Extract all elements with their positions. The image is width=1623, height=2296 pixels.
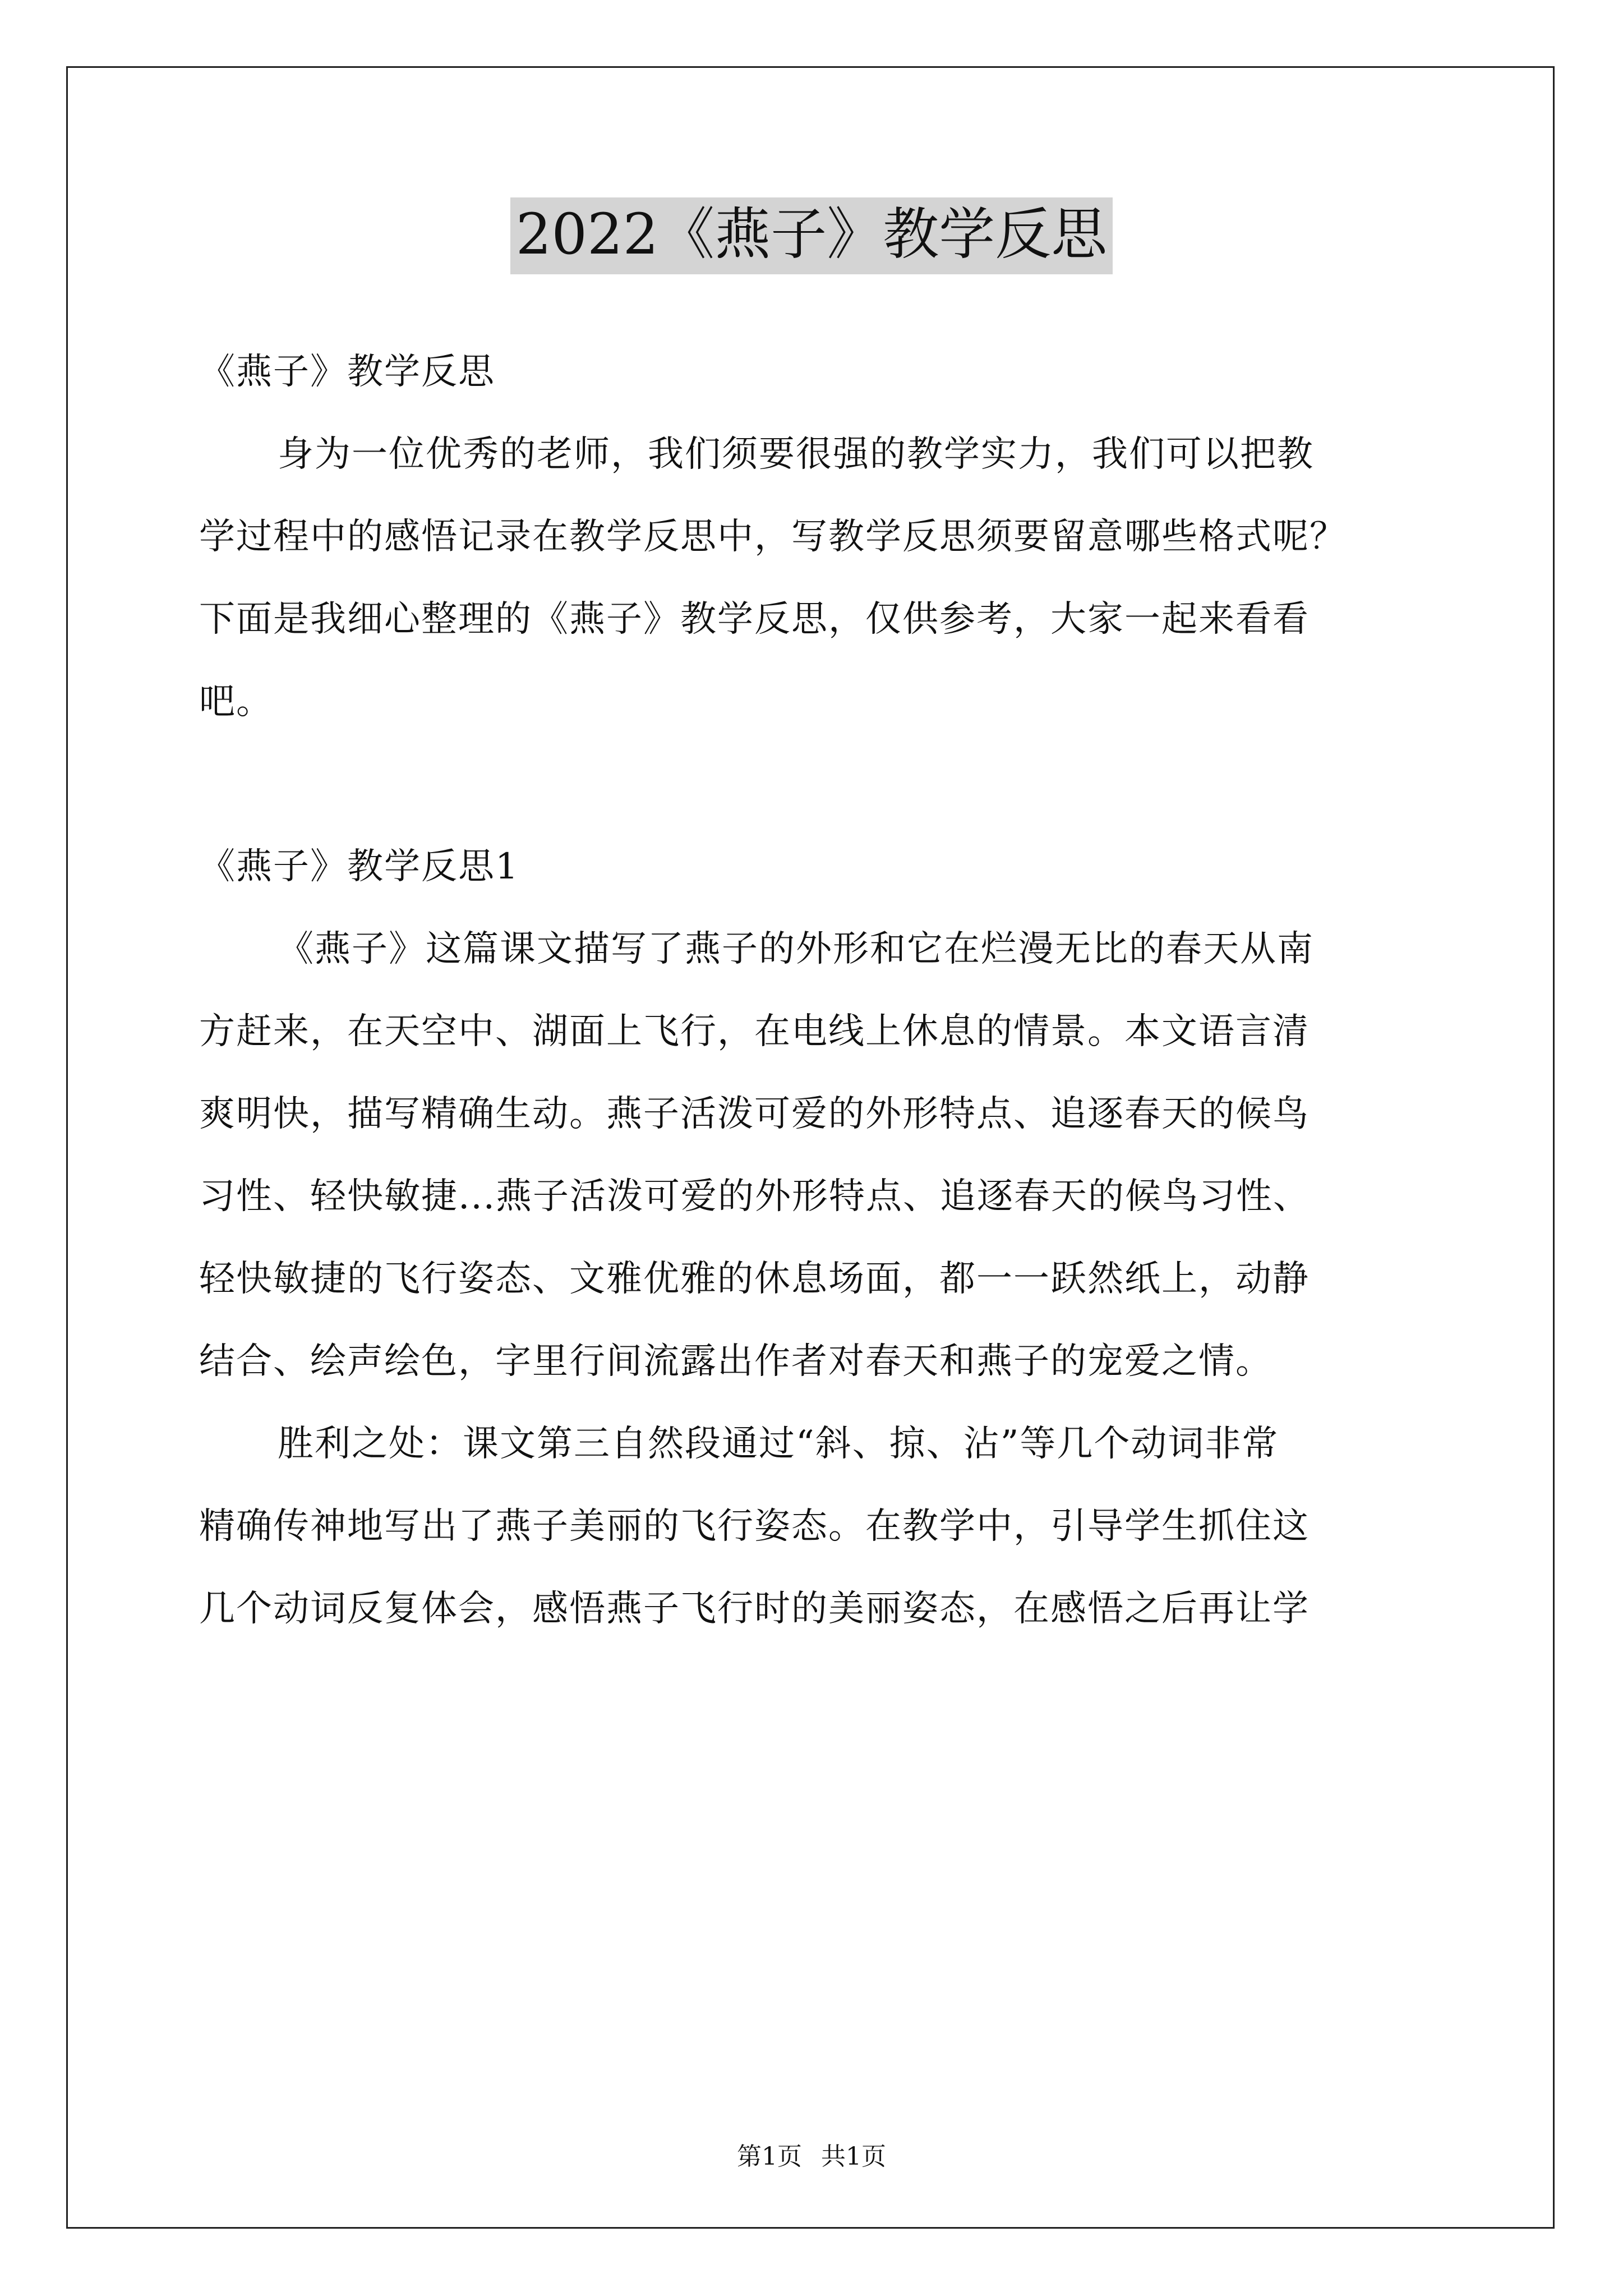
section-para2-line-3: 几个动词反复体会，感悟燕子飞行时的美丽姿态，在感悟之后再让学 xyxy=(199,1588,1310,1630)
section-para1-line-4: 习性、轻快敏捷...燕子活泼可爱的外形特点、追逐春天的候鸟习性、 xyxy=(199,1176,1311,1217)
section-para2-line-1: 胜利之处：课文第三自然段通过“斜、掠、沾”等几个动词非常 xyxy=(278,1423,1279,1465)
page-footer xyxy=(0,2140,1623,2174)
intro-line-2: 学过程中的感悟记录在教学反思中，写教学反思须要留意哪些格式呢？ xyxy=(199,516,1347,558)
intro-line-4: 吧。 xyxy=(199,681,273,723)
section-para1-line-5: 轻快敏捷的飞行姿态、文雅优雅的休息场面，都一一跃然纸上，动静 xyxy=(199,1258,1310,1300)
document-subtitle: 《燕子》教学反思 xyxy=(199,351,495,393)
paragraph-gap xyxy=(199,743,1433,826)
document-title: 2022《燕子》教学反思 xyxy=(510,197,1113,274)
intro-line-3: 下面是我细心整理的《燕子》教学反思，仅供参考，大家一起来看看 xyxy=(199,599,1310,640)
page-number: 第1页 xyxy=(737,2142,802,2171)
section-heading: 《燕子》教学反思1 xyxy=(199,846,519,887)
page-total: 共1页 xyxy=(821,2142,886,2171)
section-para1-line-1: 《燕子》这篇课文描写了燕子的外形和它在烂漫无比的春天从南 xyxy=(278,928,1314,970)
intro-line-1: 身为一位优秀的老师，我们须要很强的教学实力，我们可以把教 xyxy=(278,434,1314,475)
section-para1-line-6: 结合、绘声绘色，字里行间流露出作者对春天和燕子的宠爱之情。 xyxy=(199,1341,1272,1382)
section-para1-line-2: 方赶来，在天空中、湖面上飞行，在电线上休息的情景。本文语言清 xyxy=(199,1011,1310,1052)
section-para2-line-2: 精确传神地写出了燕子美丽的飞行姿态。在教学中，引导学生抓住这 xyxy=(199,1506,1310,1547)
title-container xyxy=(0,197,1623,274)
section-para1-line-3: 爽明快，描写精确生动。燕子活泼可爱的外形特点、追逐春天的候鸟 xyxy=(199,1093,1310,1135)
document-body xyxy=(199,331,1433,1650)
